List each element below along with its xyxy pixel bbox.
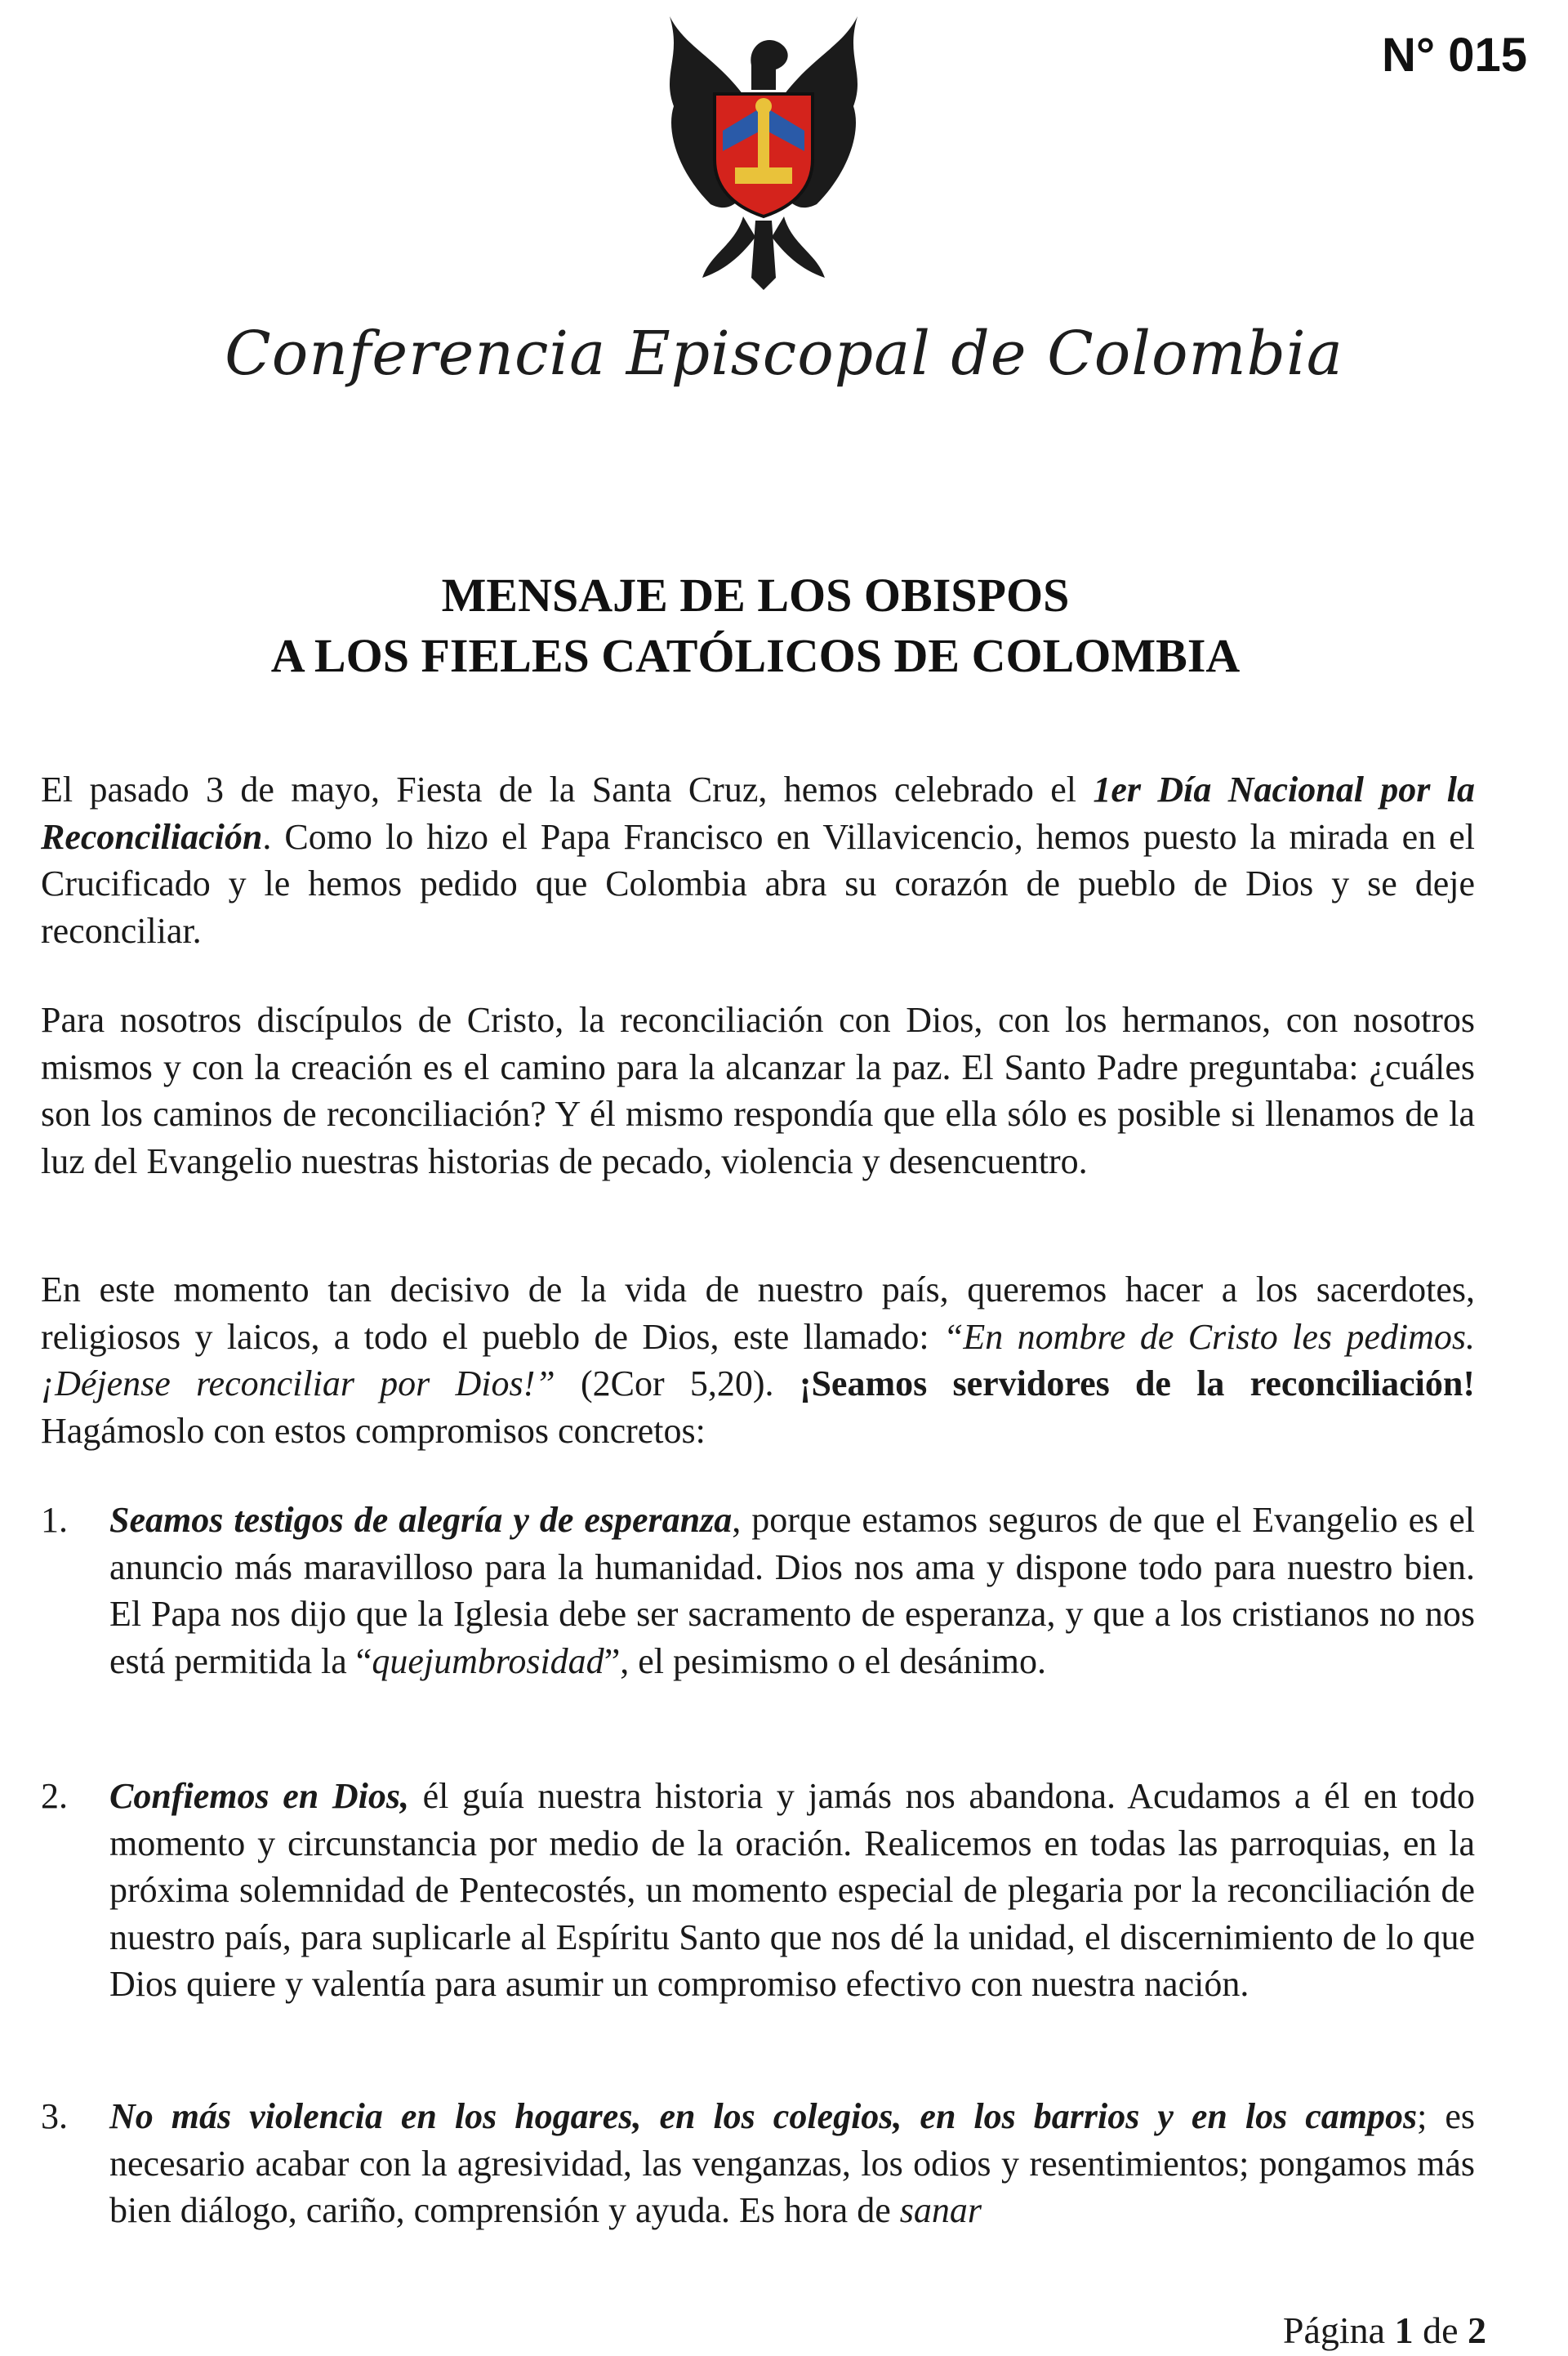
list-item [41,2093,1475,2234]
list-item-text [109,1773,1475,2008]
title-line-2: A LOS FIELES CATÓLICOS DE COLOMBIA [270,629,1241,682]
footer-total-pages: 2 [1468,2309,1486,2351]
list-item-heading: Confiemos en Dios, [109,1776,409,1816]
list-item-body: , porque estamos seguros de que el Evangelio es el anuncio más maravilloso para la humanidad. Dios nos ama y dispone todo para nuestro bien. El Papa nos dijo que la Iglesia debe ser sacramento de esperanza, y que a los cristianos no nos está permitida la “ [109,1500,1476,1681]
footer-label: Página [1282,2309,1386,2351]
paragraph-3 [41,1266,1475,1454]
paragraph-2: Para nosotros discípulos de Cristo, la reconciliación con Dios, con los hermanos, con nosotros mismos y con la creación es el camino para la alcanzar la paz. El Santo Padre preguntaba: ¿cuáles son los caminos de reconciliación? Y él mismo respondía que ella sólo es posible si llenamos de la luz del Evangelio nuestras historias de pecado, violencia y desencuentro. [41,1000,1475,1181]
paragraph-3-citation: (2Cor 5,20). [555,1363,800,1403]
list-item-body: ; es necesario acabar con la agresividad, las venganzas, los odios y resentimientos; pongamos más bien diálogo, cariño, comprensión y ayuda. Es hora de [109,2096,1475,2230]
list-item [41,1773,1475,2008]
paragraph-3-text-a: En este momento tan decisivo de la vida de nuestro país, queremos hacer a los sacerdotes, religiosos y laicos, a todo el pueblo de Dios, este llamado: [41,1269,1475,1357]
list-item [41,1497,1475,1684]
document-number: N° 015 [1382,29,1527,82]
list-item-heading: No más violencia en los hogares, en los colegios, en los barrios y en los campos [109,2096,1418,2136]
paragraph-3-highlight: ¡Seamos servidores de la reconciliación! [799,1363,1475,1403]
paragraph-1-text-a: El pasado 3 de mayo, Fiesta de la Santa Cruz, hemos celebrado el [41,770,1094,810]
page-title [0,565,1511,686]
paragraph-1-text-c: . Como lo hizo el Papa Francisco en Villavicencio, hemos puesto la mirada en el Crucificado y le hemos pedido que Colombia abra su corazón de pueblo de Dios y se deje reconciliar. [41,816,1475,951]
list-item-italic: sanar [899,2190,982,2230]
list-item-number: 3. [41,2096,68,2136]
organization-name: Conferencia Episcopal de Colombia [225,319,1343,389]
list-item-number: 1. [41,1500,68,1540]
list-item-heading: Seamos testigos de alegría y de esperanza [109,1500,733,1540]
footer-of: de [1423,2309,1459,2351]
footer-page-number: 1 [1394,2309,1414,2351]
list-item-text [109,2093,1475,2234]
title-line-1: MENSAJE DE LOS OBISPOS [441,569,1070,622]
list-item-number: 2. [41,1776,68,1816]
paragraph-1 [41,766,1475,954]
paragraph-3-quote: “En nombre de Cristo les pedimos. ¡Déjense reconciliar por Dios!” [41,1316,1475,1403]
list-item-body-end: ”, el pesimismo o el desánimo. [604,1640,1047,1681]
paragraph-3-text-e: Hagámoslo con estos compromisos concretos: [41,1410,706,1451]
list-item-body: él guía nuestra historia y jamás nos abandona. Acudamos a él en todo momento y circunstancia por medio de la oración. Realicemos en todas las parroquias, en la próxima solemnidad de Pentecostés, un momento especial de plegaria por la reconciliación de nuestro país, para suplicarle al Espíritu Santo que nos dé la unidad, el discernimiento de lo que Dios quiere y valentía para asumir un compromiso efectivo con nuestra nación. [109,1776,1475,2004]
list-item-italic: quejumbrosidad [372,1640,604,1681]
page-footer [1143,2309,1486,2352]
list-item-text [109,1497,1475,1684]
coat-of-arms-logo [653,8,874,294]
paragraph-1-highlight: 1er Día Nacional por la Reconciliación [41,770,1476,857]
